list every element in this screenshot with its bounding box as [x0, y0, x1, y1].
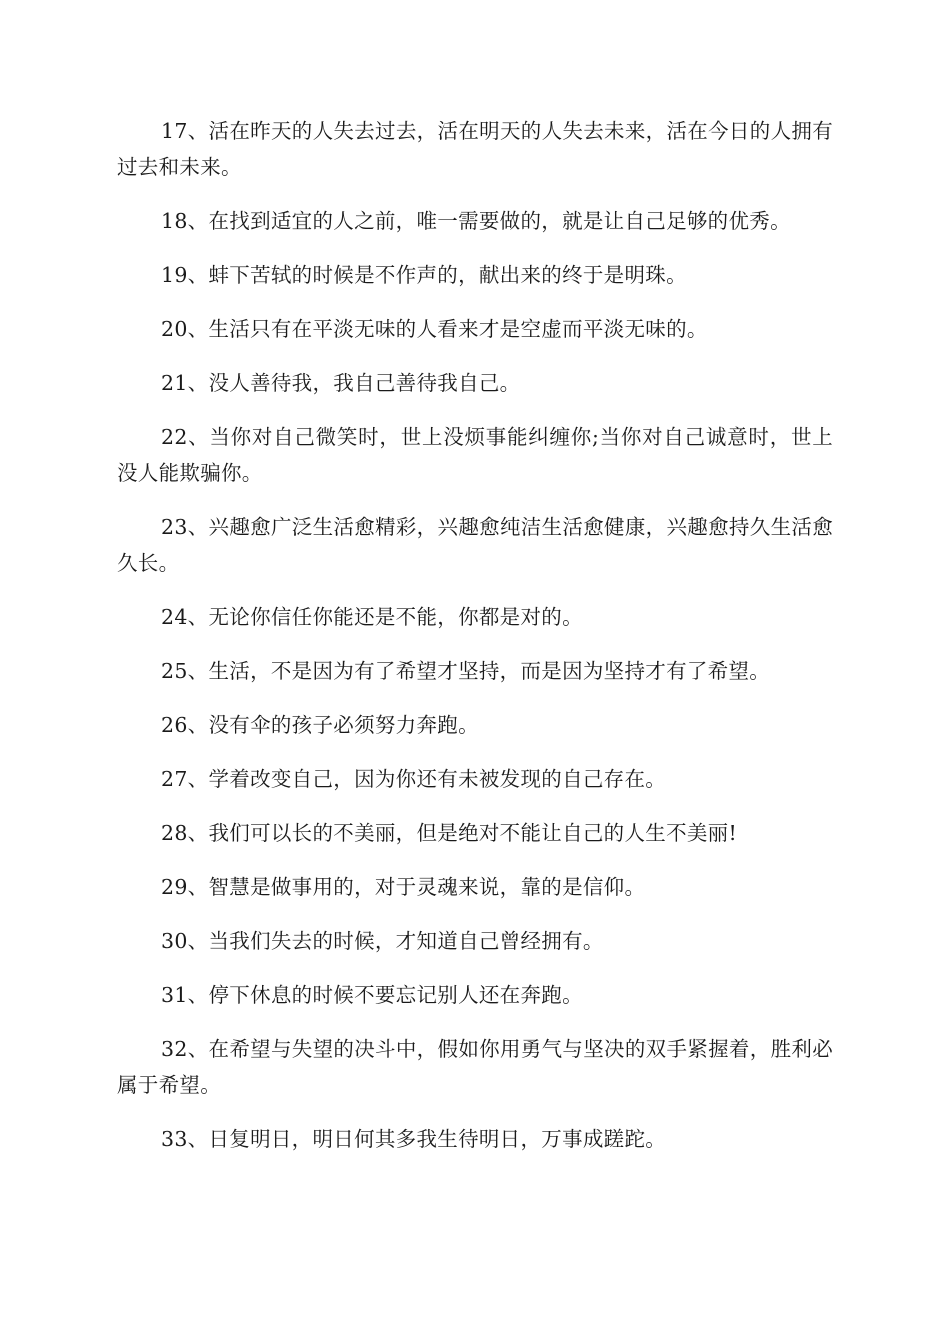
paragraph-22: 22、当你对自己微笑时，世上没烦事能纠缠你;当你对自己诚意时，世上没人能欺骗你。 [117, 425, 833, 485]
paragraph-27: 27、学着改变自己，因为你还有未被发现的自己存在。 [161, 767, 667, 791]
document-body [117, 113, 833, 1175]
paragraph-17: 17、活在昨天的人失去过去，活在明天的人失去未来，活在今日的人拥有过去和未来。 [117, 119, 833, 179]
paragraph-20: 20、生活只有在平淡无味的人看来才是空虚而平淡无味的。 [161, 317, 708, 341]
paragraph-31: 31、停下休息的时候不要忘记别人还在奔跑。 [161, 983, 583, 1007]
paragraph-32: 32、在希望与失望的决斗中，假如你用勇气与坚决的双手紧握着，胜利必属于希望。 [117, 1037, 833, 1097]
paragraph-19: 19、蚌下苦轼的时候是不作声的，献出来的终于是明珠。 [161, 263, 687, 287]
paragraph-21: 21、没人善待我，我自己善待我自己。 [161, 371, 521, 395]
paragraph-26: 26、没有伞的孩子必须努力奔跑。 [161, 713, 479, 737]
paragraph-23: 23、兴趣愈广泛生活愈精彩，兴趣愈纯洁生活愈健康，兴趣愈持久生活愈久长。 [117, 515, 833, 575]
paragraph-25: 25、生活，不是因为有了希望才坚持，而是因为坚持才有了希望。 [161, 659, 771, 683]
paragraph-24: 24、无论你信任你能还是不能，你都是对的。 [161, 605, 583, 629]
paragraph-33: 33、日复明日，明日何其多我生待明日，万事成蹉跎。 [161, 1127, 667, 1151]
paragraph-29: 29、智慧是做事用的，对于灵魂来说，靠的是信仰。 [161, 875, 646, 899]
paragraph-28: 28、我们可以长的不美丽，但是绝对不能让自己的人生不美丽! [161, 821, 738, 845]
paragraph-18: 18、在找到适宜的人之前，唯一需要做的，就是让自己足够的优秀。 [161, 209, 791, 233]
paragraph-30: 30、当我们失去的时候，才知道自己曾经拥有。 [161, 929, 604, 953]
